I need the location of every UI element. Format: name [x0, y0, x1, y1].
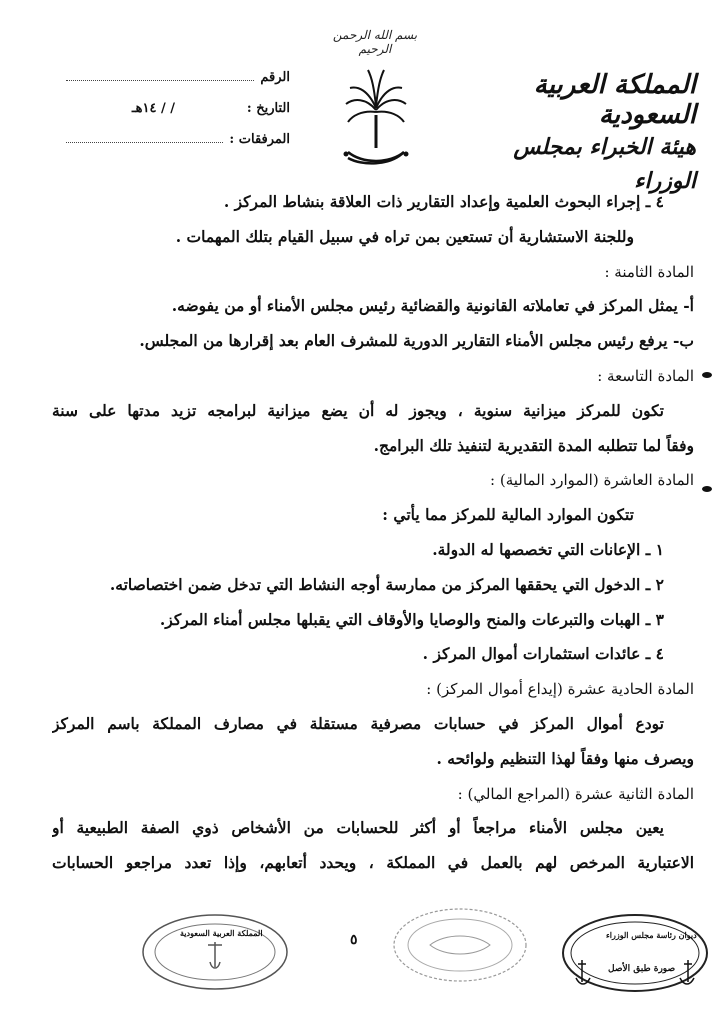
document-body — [52, 185, 694, 881]
kingdom-name: المملكة العربية السعودية — [533, 70, 696, 130]
article-11-heading: المادة الحادية عشرة (إيداع أموال المركز) : — [426, 680, 694, 699]
reference-block — [60, 70, 290, 163]
date-row — [60, 101, 290, 132]
left-stamp — [140, 912, 290, 992]
date-value: / / ١٤هـ — [131, 101, 176, 116]
stamp-right-top-text: ديوان رئاسة مجلس الوزراء — [606, 930, 697, 940]
article-9-heading: المادة التاسعة : — [597, 366, 694, 385]
stamp-seal-icon — [560, 912, 710, 994]
list-item: ٢ ـ الدخول التي يحققها المركز من ممارسة أوجه النشاط التي تدخل ضمن اختصاصاته. — [109, 574, 664, 594]
stamp-right-bottom-text: صورة طبق الأصل — [608, 964, 676, 974]
paragraph-line: ٤ ـ إجراء البحوث العلمية وإعداد التقارير ذات العلاقة بنشاط المركز . — [223, 192, 664, 211]
right-stamp — [560, 912, 710, 994]
article-12-heading: المادة الثانية عشرة (المراجع المالي) : — [457, 784, 694, 803]
ref-row — [60, 70, 290, 101]
paragraph-line: وللجنة الاستشارية أن تستعين بمن تراه في سبيل القيام بتلك المهمات . — [175, 226, 634, 246]
paragraph-line: وفقاً لما تتطلبه المدة التقديرية لتنفيذ تلك البرامج. — [373, 435, 694, 455]
list-item: ٣ ـ الهبات والتبرعات والمنح والوصايا والأوقاف التي يقبلها مجلس أمناء المركز. — [159, 609, 664, 629]
paragraph-line: أ- يمثل المركز في تعاملاته القانونية والقضائية رئيس مجلس الأمناء أو من يفوضه. — [171, 296, 694, 316]
paragraph-line: ب- يرفع رئيس مجلس الأمناء التقارير الدورية للمشرف العام بعد إقرارها من المجلس. — [139, 331, 694, 351]
paragraph-line: تودع أموال المركز في حسابات مصرفية مستقلة في مصارف المملكة باسم المركز — [52, 713, 664, 733]
stamp-seal-icon — [390, 905, 530, 985]
attachments-label: المرفقات : — [229, 132, 290, 147]
date-label: التاريخ : — [246, 101, 290, 116]
margin-mark — [702, 486, 712, 492]
article-10-heading: المادة العاشرة (الموارد المالية) : — [490, 471, 694, 490]
list-item: ٤ ـ عائدات استثمارات أموال المركز . — [422, 644, 664, 664]
ref-line — [66, 70, 254, 81]
attachments-row — [60, 132, 290, 163]
stamp-left-text: المملكة العربية السعودية — [180, 928, 263, 938]
margin-mark — [702, 372, 712, 378]
paragraph-line: يعين مجلس الأمناء مراجعاً أو أكثر للحسابات من الأشخاص ذوي الصفة الطبيعية أو — [52, 818, 664, 838]
list-item: ١ ـ الإعانات التي تخصصها له الدولة. — [432, 539, 664, 559]
saudi-emblem-icon — [338, 60, 414, 170]
paragraph-line: تكون للمركز ميزانية سنوية ، ويجوز له أن يضع ميزانية لبرامجه تزيد مدتها على سنة — [52, 400, 664, 420]
stamp-seal-icon — [140, 912, 290, 992]
page-number: ٥ — [350, 932, 358, 948]
paragraph-line: ويصرف منها وفقاً لهذا التنظيم ولوائحه . — [436, 748, 694, 768]
article-8-heading: المادة الثامنة : — [604, 262, 694, 281]
basmala: بسم الله الرحمن الرحيم — [332, 28, 418, 56]
ref-label: الرقم — [260, 70, 290, 85]
paragraph-line: تتكون الموارد المالية للمركز مما يأتي : — [382, 505, 634, 525]
attachments-line — [66, 132, 223, 143]
paragraph-line: الاعتبارية المرخص لهم بالعمل في المملكة ، ويحدد أتعابهم، وإذا تعدد مراجعو الحسابات — [52, 853, 694, 873]
council-name: هيئة الخبراء بمجلس الوزراء — [513, 134, 696, 194]
issuer-block — [446, 70, 696, 198]
middle-stamp — [390, 905, 530, 985]
